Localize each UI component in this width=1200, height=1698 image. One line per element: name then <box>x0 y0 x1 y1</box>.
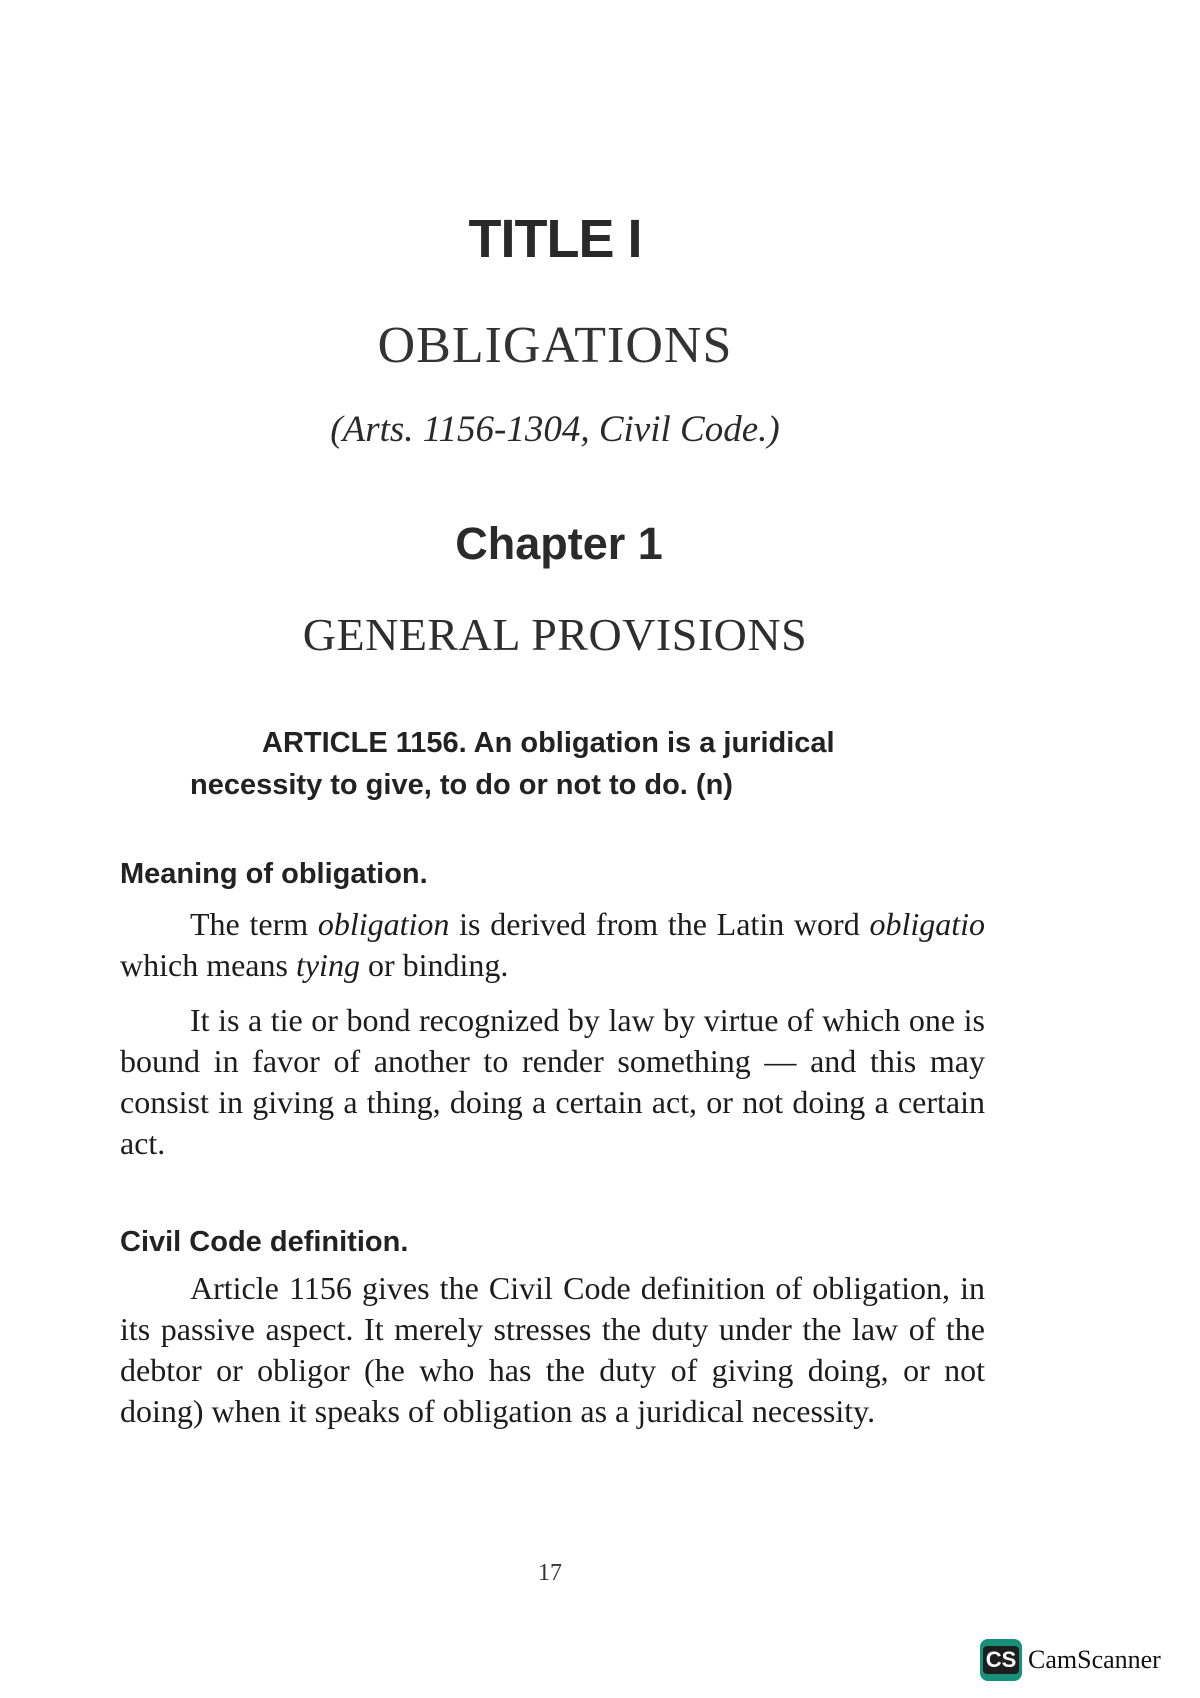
italic-term: tying <box>295 947 360 983</box>
paragraph-meaning-1 <box>120 904 985 986</box>
paragraph-meaning-2 <box>120 1000 985 1164</box>
paragraph-indent <box>120 1270 190 1306</box>
text-run: which means <box>120 947 296 983</box>
subtitle: OBLIGATIONS <box>377 317 733 374</box>
article-line-2: necessity to give, to do or not to do. (n) <box>190 769 733 801</box>
camscanner-name: CamScanner <box>1028 1645 1161 1674</box>
text-run: is derived from the Latin word <box>449 906 870 942</box>
paragraph-indent <box>120 1002 190 1038</box>
text-run: Article 1156 gives the Civil Code definition of obligation, in its passive aspect. It merely stresses the duty under the law of the debtor or obligor (he who has the duty of giving doing, or not doing) when it speaks of obligation as a juridical necessity. <box>120 1270 985 1429</box>
camscanner-logo-icon <box>980 1639 1022 1681</box>
section-heading-meaning: Meaning of obligation. <box>120 858 428 890</box>
text-run: It is a tie or bond recognized by law by virtue of which one is bound in favor of another to render something — and this may consist in giving a thing, doing a certain act, or not doing a certain act. <box>120 1002 985 1161</box>
italic-term: obligatio <box>869 906 986 942</box>
section-heading-definition: Civil Code definition. <box>120 1226 409 1258</box>
article-line-1: ARTICLE 1156. An obligation is a juridical <box>262 727 835 759</box>
text-run: or binding. <box>359 947 509 983</box>
paragraph-definition-1 <box>120 1268 985 1432</box>
italic-term: obligation <box>317 906 450 942</box>
paragraph-indent <box>120 906 190 942</box>
text-run: The term <box>190 906 318 942</box>
page-number: 17 <box>538 1560 562 1586</box>
chapter-number: Chapter 1 <box>455 518 663 569</box>
title: TITLE I <box>468 209 642 269</box>
article-statement <box>190 722 930 806</box>
chapter-title: GENERAL PROVISIONS <box>302 609 808 660</box>
camscanner-logo-text: CS <box>983 1646 1020 1674</box>
articles-range: (Arts. 1156-1304, Civil Code.) <box>330 409 780 450</box>
camscanner-watermark <box>980 1640 1161 1680</box>
